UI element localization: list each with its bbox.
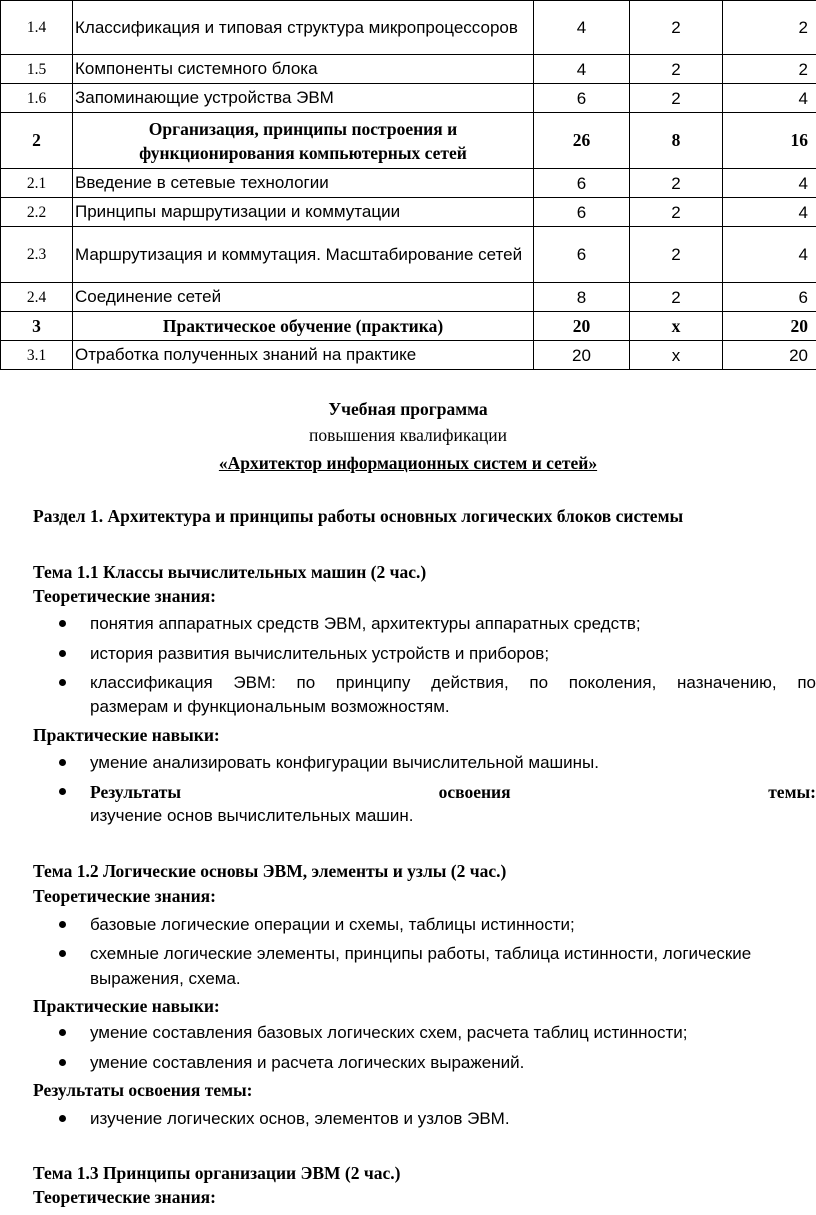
table-row — [1, 198, 816, 227]
topic-1-3-title: Тема 1.3 Принципы организации ЭВМ (2 час.) — [33, 1163, 401, 1183]
bullet-icon — [58, 780, 68, 804]
theory-label: Теоретические знания: — [33, 586, 216, 606]
bullet-icon — [58, 612, 68, 636]
bullet-icon — [58, 642, 68, 666]
row-title: Запоминающие устройства ЭВМ — [73, 84, 534, 113]
list-item: изучение логических основ, элементов и узлов ЭВМ. — [90, 1109, 510, 1128]
row-practice-hours: 4 — [723, 198, 816, 227]
list-item: история развития вычислительных устройств и приборов; — [90, 644, 550, 663]
row-title: Маршрутизация и коммутация. Масштабирование сетей — [73, 227, 534, 283]
row-title: Отработка полученных знаний на практике — [73, 341, 534, 370]
list-item-continuation: выражения, схема. — [90, 969, 241, 988]
list-item-continuation: размерам и функциональным возможностям. — [90, 697, 450, 716]
row-number: 2.3 — [1, 227, 73, 283]
table-row — [1, 283, 816, 312]
row-total-hours: 6 — [534, 198, 630, 227]
list-item: умение составления базовых логических схем, расчета таблиц истинности; — [90, 1023, 688, 1042]
table-row — [1, 227, 816, 283]
row-total-hours: 6 — [534, 169, 630, 198]
results-label: Результаты освоения темы: — [33, 1080, 253, 1100]
row-practice-hours: 20 — [723, 341, 816, 370]
row-total-hours: 4 — [534, 55, 630, 84]
bullet-icon — [58, 1051, 68, 1075]
row-number: 3.1 — [1, 341, 73, 370]
topic-1-1-title: Тема 1.1 Классы вычислительных машин (2 час.) — [33, 562, 427, 582]
list-item: понятия аппаратных средств ЭВМ, архитектуры аппаратных средств; — [90, 614, 641, 633]
bullet-icon — [58, 913, 68, 937]
bullet-icon — [58, 1021, 68, 1045]
bullet-icon — [58, 751, 68, 775]
table-section-row — [1, 312, 816, 341]
row-practice-hours: 6 — [723, 283, 816, 312]
row-number: 1.6 — [1, 84, 73, 113]
list-item: умение составления и расчета логических выражений. — [90, 1053, 525, 1072]
row-number: 2 — [1, 113, 73, 169]
bullet-icon — [58, 942, 68, 966]
row-title: Классификация и типовая структура микропроцессоров — [73, 1, 534, 55]
row-practice-hours: 4 — [723, 169, 816, 198]
row-lecture-hours: 2 — [630, 55, 723, 84]
results-text: изучение основ вычислительных машин. — [90, 806, 414, 825]
theory-label: Теоретические знания: — [33, 886, 216, 906]
row-practice-hours: 20 — [723, 312, 816, 341]
row-total-hours: 20 — [534, 341, 630, 370]
row-lecture-hours: х — [630, 312, 723, 341]
row-title: Введение в сетевые технологии — [73, 169, 534, 198]
row-title: Практическое обучение (практика) — [73, 312, 534, 341]
row-total-hours: 6 — [534, 227, 630, 283]
row-lecture-hours: 8 — [630, 113, 723, 169]
row-lecture-hours: 2 — [630, 283, 723, 312]
row-total-hours: 6 — [534, 84, 630, 113]
program-name: «Архитектор информационных систем и сетей» — [218, 453, 598, 473]
skills-label: Практические навыки: — [33, 725, 220, 745]
row-lecture-hours: 2 — [630, 84, 723, 113]
list-item: схемные логические элементы, принципы работы, таблица истинности, логические — [90, 944, 752, 963]
row-practice-hours: 4 — [723, 227, 816, 283]
row-title: Соединение сетей — [73, 283, 534, 312]
section-heading: Раздел 1. Архитектура и принципы работы основных логических блоков системы — [33, 506, 684, 526]
row-practice-hours: 16 — [723, 113, 816, 169]
list-item: умение анализировать конфигурации вычислительной машины. — [90, 753, 599, 772]
program-subtitle: повышения квалификации — [309, 425, 507, 445]
row-lecture-hours: х — [630, 341, 723, 370]
row-number: 2.1 — [1, 169, 73, 198]
table-section-row — [1, 113, 816, 169]
row-total-hours: 20 — [534, 312, 630, 341]
row-title: Организация, принципы построения и функционирования компьютерных сетей — [73, 113, 534, 169]
table-row — [1, 1, 816, 55]
row-total-hours: 8 — [534, 283, 630, 312]
curriculum-table — [0, 0, 816, 370]
table-row — [1, 341, 816, 370]
row-total-hours: 4 — [534, 1, 630, 55]
bullet-icon — [58, 671, 68, 695]
program-title: Учебная программа — [328, 399, 488, 419]
row-lecture-hours: 2 — [630, 169, 723, 198]
row-practice-hours: 4 — [723, 84, 816, 113]
row-total-hours: 26 — [534, 113, 630, 169]
topic-1-2-title: Тема 1.2 Логические основы ЭВМ, элементы и узлы (2 час.) — [33, 861, 507, 881]
skills-label: Практические навыки: — [33, 996, 220, 1016]
table-row — [1, 55, 816, 84]
row-lecture-hours: 2 — [630, 1, 723, 55]
row-practice-hours: 2 — [723, 55, 816, 84]
table-row — [1, 169, 816, 198]
results-label: Результаты освоения темы: — [90, 782, 816, 802]
row-number: 3 — [1, 312, 73, 341]
list-item: базовые логические операции и схемы, таблицы истинности; — [90, 915, 575, 934]
list-item: классификация ЭВМ: по принципу действия, по поколения, назначению, по — [90, 673, 816, 692]
row-practice-hours: 2 — [723, 1, 816, 55]
bullet-icon — [58, 1107, 68, 1131]
theory-label: Теоретические знания: — [33, 1187, 216, 1207]
row-title: Компоненты системного блока — [73, 55, 534, 84]
row-number: 2.4 — [1, 283, 73, 312]
row-number: 1.4 — [1, 1, 73, 55]
table-row — [1, 84, 816, 113]
row-title: Принципы маршрутизации и коммутации — [73, 198, 534, 227]
row-number: 1.5 — [1, 55, 73, 84]
row-lecture-hours: 2 — [630, 198, 723, 227]
row-lecture-hours: 2 — [630, 227, 723, 283]
row-number: 2.2 — [1, 198, 73, 227]
